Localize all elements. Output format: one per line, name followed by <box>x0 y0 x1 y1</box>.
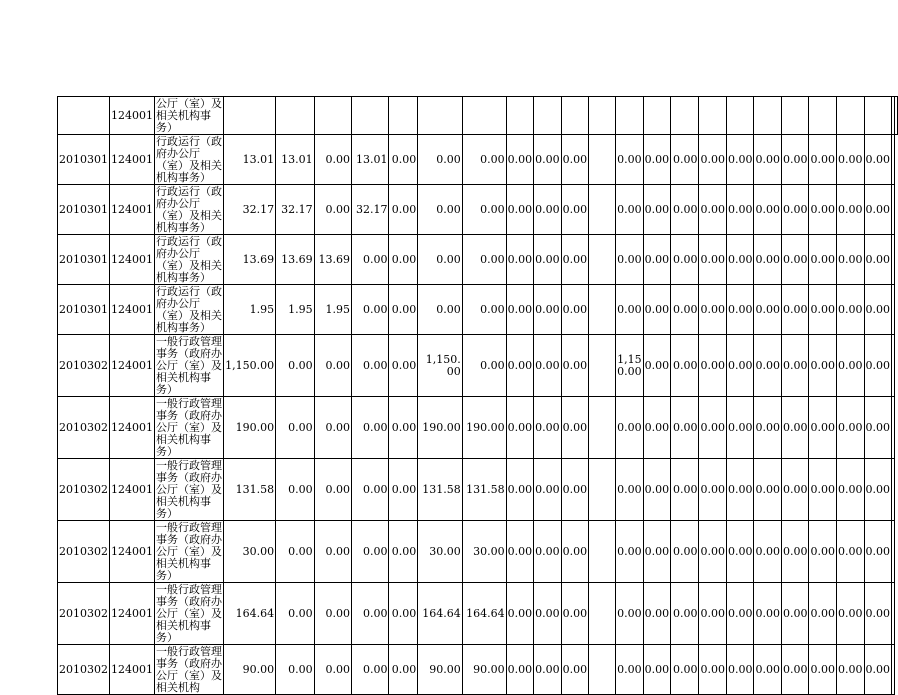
amount-cell: 0.00 <box>506 135 534 185</box>
amount-cell: 0.00 <box>699 135 727 185</box>
table-row <box>58 235 898 285</box>
unit-code-cell: 124001 <box>110 135 155 185</box>
amount-cell: 13.69 <box>276 235 315 285</box>
function-name-cell: 一般行政管理事务（政府办公厅（室）及相关机构 <box>156 645 222 694</box>
amount-cell: 32.17 <box>352 185 389 235</box>
amount-cell <box>754 97 782 135</box>
amount-cell: 0.00 <box>389 645 418 695</box>
amount-cell: 0.00 <box>781 459 809 521</box>
amount-cell: 30.00 <box>462 521 506 583</box>
amount-cell: 0.00 <box>506 645 534 695</box>
amount-cell: 0.00 <box>726 135 754 185</box>
amount-cell: 0.00 <box>276 335 315 397</box>
table-row <box>58 645 898 695</box>
table-row <box>58 459 898 521</box>
amount-cell: 1.95 <box>314 285 351 335</box>
amount-cell: 0.00 <box>699 335 727 397</box>
amount-cell: 0.00 <box>616 583 644 645</box>
function-code-cell: 2010302 <box>58 521 110 583</box>
amount-cell <box>671 97 699 135</box>
amount-cell <box>726 97 754 135</box>
amount-cell: 0.00 <box>534 135 562 185</box>
amount-cell: 0.00 <box>561 335 589 397</box>
amount-cell <box>561 97 589 135</box>
amount-cell: 0.00 <box>418 235 462 285</box>
amount-cell: 0.00 <box>616 235 644 285</box>
amount-cell: 32.17 <box>276 185 315 235</box>
amount-cell <box>864 97 892 135</box>
amount-cell: 0.00 <box>462 335 506 397</box>
amount-cell: 0.00 <box>809 459 837 521</box>
amount-cell: 0.00 <box>836 459 864 521</box>
amount-cell: 1.95 <box>276 285 315 335</box>
amount-cell: 0.00 <box>276 521 315 583</box>
amount-cell: 0.00 <box>754 521 782 583</box>
amount-cell: 0.00 <box>462 135 506 185</box>
amount-cell: 13.01 <box>224 135 276 185</box>
function-name-cell: 行政运行（政府办公厅（室）及相关机构事务） <box>156 135 222 184</box>
amount-cell: 0.00 <box>534 335 562 397</box>
amount-cell: 1,150.00 <box>418 335 462 397</box>
amount-cell: 0.00 <box>836 583 864 645</box>
amount-cell: 0.00 <box>864 135 892 185</box>
amount-cell: 0.00 <box>561 583 589 645</box>
function-name-cell: 行政运行（政府办公厅（室）及相关机构事务） <box>156 185 222 234</box>
amount-cell: 0.00 <box>781 521 809 583</box>
amount-cell <box>892 521 895 583</box>
amount-cell: 0.00 <box>699 645 727 695</box>
amount-cell: 0.00 <box>561 459 589 521</box>
amount-cell: 0.00 <box>352 335 389 397</box>
amount-cell: 0.00 <box>314 335 351 397</box>
amount-cell: 0.00 <box>754 583 782 645</box>
amount-cell: 0.00 <box>809 645 837 695</box>
amount-cell: 0.00 <box>389 285 418 335</box>
amount-cell: 0.00 <box>561 185 589 235</box>
amount-cell: 0.00 <box>561 521 589 583</box>
amount-cell: 0.00 <box>462 285 506 335</box>
amount-cell <box>534 97 562 135</box>
unit-code-cell: 124001 <box>110 97 155 135</box>
amount-cell <box>892 645 895 695</box>
amount-cell: 0.00 <box>314 135 351 185</box>
amount-cell <box>892 335 895 397</box>
amount-cell: 30.00 <box>224 521 276 583</box>
amount-cell: 0.00 <box>836 235 864 285</box>
amount-cell <box>589 97 616 135</box>
amount-cell: 0.00 <box>389 335 418 397</box>
amount-cell: 0.00 <box>276 645 315 695</box>
amount-cell: 0.00 <box>506 185 534 235</box>
amount-cell: 0.00 <box>643 235 671 285</box>
amount-cell: 32.17 <box>224 185 276 235</box>
amount-cell: 0.00 <box>534 285 562 335</box>
amount-cell: 0.00 <box>699 397 727 459</box>
amount-cell: 0.00 <box>726 645 754 695</box>
amount-cell: 0.00 <box>809 583 837 645</box>
amount-cell: 0.00 <box>561 135 589 185</box>
amount-cell <box>836 97 864 135</box>
amount-cell: 0.00 <box>534 459 562 521</box>
amount-cell: 190.00 <box>224 397 276 459</box>
amount-cell: 0.00 <box>781 185 809 235</box>
function-name-cell: 公厅（室）及相关机构事务） <box>156 97 222 134</box>
amount-cell: 13.69 <box>314 235 351 285</box>
amount-cell: 0.00 <box>389 583 418 645</box>
amount-cell: 0.00 <box>754 285 782 335</box>
function-code-cell: 2010302 <box>58 335 110 397</box>
function-code-cell <box>58 97 110 135</box>
amount-cell: 0.00 <box>534 521 562 583</box>
table-row <box>58 97 898 135</box>
amount-cell: 0.00 <box>276 583 315 645</box>
amount-cell: 0.00 <box>534 235 562 285</box>
amount-cell: 0.00 <box>506 583 534 645</box>
amount-cell: 0.00 <box>506 235 534 285</box>
amount-cell: 0.00 <box>389 397 418 459</box>
amount-cell: 0.00 <box>754 645 782 695</box>
amount-cell: 0.00 <box>352 397 389 459</box>
amount-cell: 0.00 <box>726 285 754 335</box>
table-row <box>58 285 898 335</box>
amount-cell: 0.00 <box>809 185 837 235</box>
amount-cell: 0.00 <box>506 335 534 397</box>
amount-cell: 1,150.00 <box>224 335 276 397</box>
function-code-cell: 2010301 <box>58 135 110 185</box>
amount-cell: 0.00 <box>616 135 644 185</box>
amount-cell: 90.00 <box>224 645 276 695</box>
amount-cell: 0.00 <box>809 235 837 285</box>
amount-cell: 0.00 <box>506 521 534 583</box>
unit-code-cell: 124001 <box>110 583 155 645</box>
amount-cell <box>643 97 671 135</box>
amount-cell: 0.00 <box>809 135 837 185</box>
amount-cell <box>352 97 389 135</box>
amount-cell: 0.00 <box>314 459 351 521</box>
amount-cell <box>462 97 506 135</box>
amount-cell: 0.00 <box>418 135 462 185</box>
amount-cell: 0.00 <box>864 397 892 459</box>
amount-cell: 0.00 <box>726 583 754 645</box>
amount-cell: 0.00 <box>781 135 809 185</box>
amount-cell: 0.00 <box>699 285 727 335</box>
unit-code-cell: 124001 <box>110 285 155 335</box>
amount-cell <box>809 97 837 135</box>
amount-cell: 0.00 <box>754 335 782 397</box>
amount-cell: 164.64 <box>462 583 506 645</box>
amount-cell <box>699 97 727 135</box>
amount-cell: 0.00 <box>389 521 418 583</box>
amount-cell: 0.00 <box>462 235 506 285</box>
amount-cell: 0.00 <box>864 583 892 645</box>
amount-cell: 0.00 <box>671 645 699 695</box>
amount-cell: 0.00 <box>643 521 671 583</box>
amount-cell: 0.00 <box>781 397 809 459</box>
amount-cell: 0.00 <box>314 397 351 459</box>
amount-cell: 0.00 <box>352 645 389 695</box>
amount-cell: 0.00 <box>836 521 864 583</box>
unit-code-cell: 124001 <box>110 459 155 521</box>
function-name-cell: 行政运行（政府办公厅（室）及相关机构事务） <box>156 285 222 334</box>
amount-cell: 13.01 <box>352 135 389 185</box>
amount-cell: 0.00 <box>352 521 389 583</box>
function-code-cell: 2010302 <box>58 397 110 459</box>
amount-cell: 0.00 <box>671 583 699 645</box>
amount-cell: 0.00 <box>726 459 754 521</box>
unit-code-cell: 124001 <box>110 235 155 285</box>
function-code-cell: 2010301 <box>58 285 110 335</box>
amount-cell: 0.00 <box>616 185 644 235</box>
amount-cell: 0.00 <box>726 397 754 459</box>
amount-cell: 0.00 <box>726 185 754 235</box>
budget-table <box>57 96 898 695</box>
function-name-cell: 一般行政管理事务（政府办公厅（室）及相关机构事务） <box>156 459 222 520</box>
amount-cell: 0.00 <box>616 459 644 521</box>
amount-cell: 0.00 <box>643 645 671 695</box>
amount-cell: 0.00 <box>418 185 462 235</box>
amount-cell: 0.00 <box>809 285 837 335</box>
amount-cell: 0.00 <box>864 185 892 235</box>
amount-cell: 0.00 <box>314 185 351 235</box>
amount-cell: 0.00 <box>352 583 389 645</box>
unit-code-cell: 124001 <box>110 185 155 235</box>
amount-cell <box>781 97 809 135</box>
amount-cell: 0.00 <box>643 397 671 459</box>
amount-cell: 0.00 <box>276 459 315 521</box>
amount-cell: 0.00 <box>699 521 727 583</box>
amount-cell: 0.00 <box>864 285 892 335</box>
amount-cell: 0.00 <box>643 459 671 521</box>
function-code-cell: 2010301 <box>58 235 110 285</box>
amount-cell: 0.00 <box>643 185 671 235</box>
amount-cell: 0.00 <box>781 583 809 645</box>
amount-cell: 0.00 <box>671 459 699 521</box>
amount-cell <box>892 135 895 185</box>
amount-cell: 190.00 <box>418 397 462 459</box>
unit-code-cell: 124001 <box>110 397 155 459</box>
amount-cell: 0.00 <box>836 135 864 185</box>
amount-cell: 0.00 <box>836 397 864 459</box>
amount-cell <box>589 135 616 185</box>
amount-cell <box>224 97 276 135</box>
amount-cell: 0.00 <box>561 645 589 695</box>
amount-cell <box>589 397 616 459</box>
amount-cell: 0.00 <box>643 335 671 397</box>
amount-cell: 0.00 <box>726 521 754 583</box>
function-name-cell: 行政运行（政府办公厅（室）及相关机构事务） <box>156 235 222 284</box>
amount-cell: 0.00 <box>671 135 699 185</box>
function-code-cell: 2010302 <box>58 583 110 645</box>
amount-cell: 0.00 <box>352 459 389 521</box>
amount-cell: 0.00 <box>726 235 754 285</box>
amount-cell: 90.00 <box>418 645 462 695</box>
amount-cell: 0.00 <box>389 135 418 185</box>
amount-cell: 0.00 <box>352 285 389 335</box>
table-row <box>58 583 898 645</box>
amount-cell: 13.01 <box>276 135 315 185</box>
amount-cell: 0.00 <box>534 583 562 645</box>
amount-cell: 0.00 <box>864 459 892 521</box>
amount-cell <box>589 583 616 645</box>
amount-cell: 13.69 <box>224 235 276 285</box>
amount-cell: 1,150.00 <box>616 335 644 397</box>
amount-cell: 0.00 <box>864 235 892 285</box>
amount-cell: 0.00 <box>314 583 351 645</box>
amount-cell: 0.00 <box>864 521 892 583</box>
function-name-cell: 一般行政管理事务（政府办公厅（室）及相关机构事务） <box>156 521 222 582</box>
amount-cell: 190.00 <box>462 397 506 459</box>
amount-cell <box>892 397 895 459</box>
amount-cell: 131.58 <box>418 459 462 521</box>
amount-cell: 0.00 <box>699 583 727 645</box>
amount-cell: 0.00 <box>534 185 562 235</box>
amount-cell: 1.95 <box>224 285 276 335</box>
function-name-cell: 一般行政管理事务（政府办公厅（室）及相关机构事务） <box>156 335 222 396</box>
unit-code-cell: 124001 <box>110 521 155 583</box>
amount-cell: 0.00 <box>561 397 589 459</box>
amount-cell: 0.00 <box>781 335 809 397</box>
amount-cell: 0.00 <box>754 135 782 185</box>
amount-cell <box>389 97 418 135</box>
amount-cell: 0.00 <box>616 397 644 459</box>
amount-cell: 0.00 <box>616 285 644 335</box>
amount-cell: 0.00 <box>836 285 864 335</box>
amount-cell: 0.00 <box>754 397 782 459</box>
amount-cell: 164.64 <box>224 583 276 645</box>
amount-cell: 0.00 <box>754 185 782 235</box>
amount-cell: 0.00 <box>864 645 892 695</box>
amount-cell: 0.00 <box>671 235 699 285</box>
amount-cell: 0.00 <box>534 397 562 459</box>
function-name-cell: 一般行政管理事务（政府办公厅（室）及相关机构事务） <box>156 397 222 458</box>
amount-cell: 0.00 <box>809 397 837 459</box>
amount-cell: 0.00 <box>781 235 809 285</box>
amount-cell: 30.00 <box>418 521 462 583</box>
amount-cell: 0.00 <box>781 285 809 335</box>
amount-cell <box>892 583 895 645</box>
amount-cell <box>276 97 315 135</box>
amount-cell <box>506 97 534 135</box>
amount-cell: 0.00 <box>671 285 699 335</box>
amount-cell <box>589 185 616 235</box>
amount-cell: 164.64 <box>418 583 462 645</box>
amount-cell: 0.00 <box>276 397 315 459</box>
amount-cell: 0.00 <box>389 185 418 235</box>
table-row <box>58 335 898 397</box>
amount-cell: 0.00 <box>671 521 699 583</box>
amount-cell: 0.00 <box>314 645 351 695</box>
amount-cell <box>589 521 616 583</box>
amount-cell: 0.00 <box>809 335 837 397</box>
amount-cell: 0.00 <box>671 335 699 397</box>
amount-cell <box>895 97 898 135</box>
amount-cell: 0.00 <box>462 185 506 235</box>
table-row <box>58 185 898 235</box>
amount-cell: 0.00 <box>754 459 782 521</box>
amount-cell <box>589 285 616 335</box>
amount-cell: 0.00 <box>781 645 809 695</box>
amount-cell: 0.00 <box>699 185 727 235</box>
amount-cell <box>892 285 895 335</box>
table-body <box>58 97 898 695</box>
amount-cell: 0.00 <box>389 459 418 521</box>
amount-cell <box>589 459 616 521</box>
amount-cell: 0.00 <box>699 235 727 285</box>
amount-cell: 131.58 <box>224 459 276 521</box>
amount-cell: 0.00 <box>314 521 351 583</box>
amount-cell: 0.00 <box>836 185 864 235</box>
amount-cell: 0.00 <box>836 645 864 695</box>
amount-cell <box>418 97 462 135</box>
amount-cell: 0.00 <box>352 235 389 285</box>
amount-cell: 0.00 <box>864 335 892 397</box>
unit-code-cell: 124001 <box>110 335 155 397</box>
amount-cell: 0.00 <box>643 583 671 645</box>
amount-cell: 0.00 <box>506 459 534 521</box>
amount-cell: 0.00 <box>671 185 699 235</box>
function-code-cell: 2010302 <box>58 645 110 695</box>
amount-cell <box>892 459 895 521</box>
unit-code-cell: 124001 <box>110 645 155 695</box>
amount-cell: 0.00 <box>699 459 727 521</box>
amount-cell: 0.00 <box>561 285 589 335</box>
amount-cell: 0.00 <box>506 397 534 459</box>
amount-cell <box>589 335 616 397</box>
amount-cell: 0.00 <box>836 335 864 397</box>
amount-cell: 90.00 <box>462 645 506 695</box>
table-row <box>58 521 898 583</box>
amount-cell <box>892 235 895 285</box>
function-code-cell: 2010302 <box>58 459 110 521</box>
amount-cell: 0.00 <box>616 521 644 583</box>
amount-cell <box>314 97 351 135</box>
table-row <box>58 397 898 459</box>
amount-cell: 0.00 <box>671 397 699 459</box>
amount-cell: 0.00 <box>754 235 782 285</box>
amount-cell: 0.00 <box>418 285 462 335</box>
function-code-cell: 2010301 <box>58 185 110 235</box>
function-name-cell: 一般行政管理事务（政府办公厅（室）及相关机构事务） <box>156 583 222 644</box>
amount-cell: 0.00 <box>534 645 562 695</box>
amount-cell <box>589 235 616 285</box>
amount-cell: 0.00 <box>643 285 671 335</box>
amount-cell: 131.58 <box>462 459 506 521</box>
amount-cell <box>892 185 895 235</box>
amount-cell <box>589 645 616 695</box>
amount-cell: 0.00 <box>726 335 754 397</box>
amount-cell: 0.00 <box>616 645 644 695</box>
amount-cell: 0.00 <box>506 285 534 335</box>
amount-cell <box>616 97 644 135</box>
amount-cell: 0.00 <box>809 521 837 583</box>
amount-cell: 0.00 <box>389 235 418 285</box>
amount-cell: 0.00 <box>643 135 671 185</box>
table-row <box>58 135 898 185</box>
amount-cell: 0.00 <box>561 235 589 285</box>
